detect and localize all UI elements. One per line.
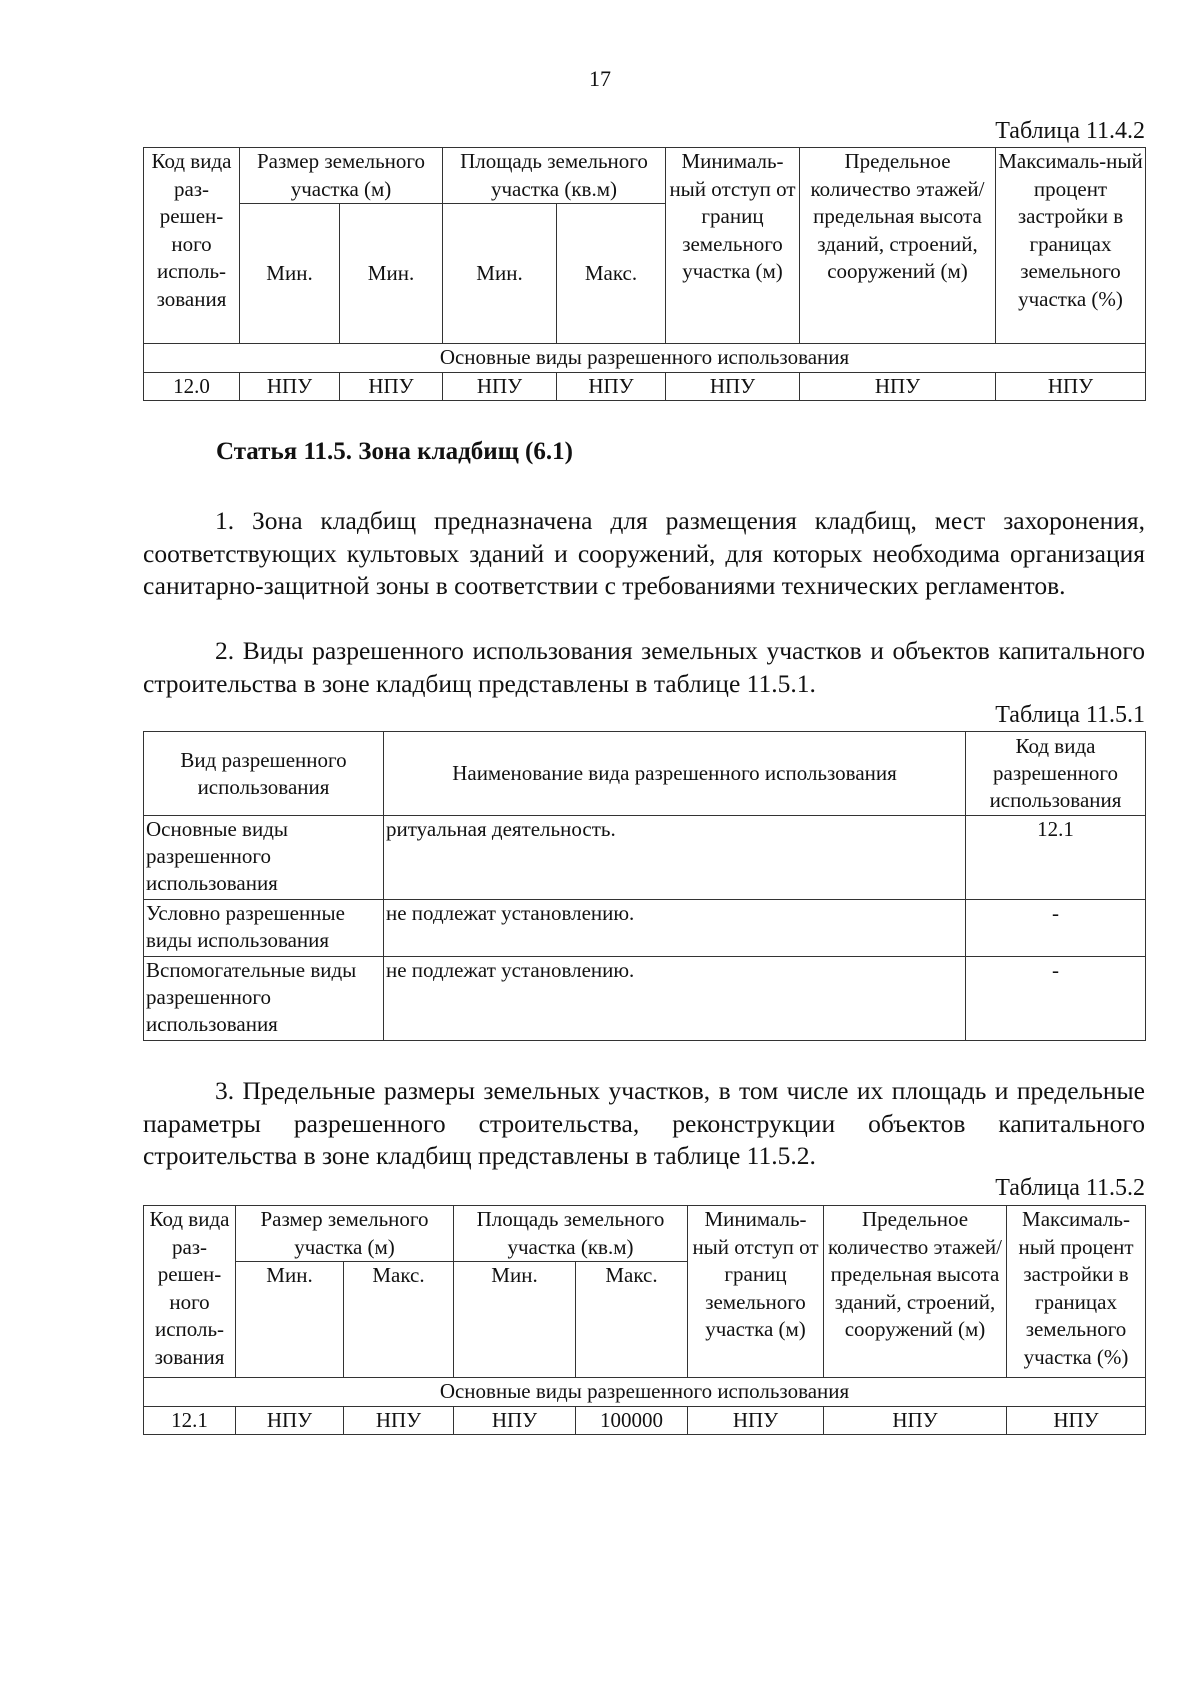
table-row — [144, 957, 1146, 1041]
cell-kind: Условно разрешенные виды использования — [144, 900, 384, 957]
header-min-setback: Минималь-ный отступ от границ земельного участка (м) — [688, 1206, 824, 1378]
cell-code: - — [966, 900, 1146, 957]
cell: НПУ — [236, 1406, 344, 1435]
header-max-coverage: Максималь-ный процент застройки в границах земельного участка (%) — [996, 148, 1146, 344]
cell-code: - — [966, 957, 1146, 1041]
cell-kind: Вспомогательные виды разрешенного использования — [144, 957, 384, 1041]
section-row: Основные виды разрешенного использования — [144, 1378, 1146, 1407]
cell: НПУ — [557, 372, 666, 401]
cell-name: не подлежат установлению. — [384, 900, 966, 957]
cell-name: ритуальная деятельность. — [384, 816, 966, 900]
table-11-5-2 — [143, 1205, 1146, 1435]
subheader: Мин. — [236, 1262, 344, 1378]
cell: НПУ — [1007, 1406, 1146, 1435]
cell: НПУ — [344, 1406, 454, 1435]
paragraph-3: 3. Предельные размеры земельных участков, в том числе их площадь и предельные параметры разрешенного строительства, реконструкции объектов капитального строительства в зоне кладбищ представлены в таблице 11.5.2. — [143, 1076, 1145, 1170]
paragraph-2: 2. Виды разрешенного использования земельных участков и объектов капитального строительства в зоне кладбищ представлены в таблице 11.5.1. — [143, 636, 1145, 698]
section-row: Основные виды разрешенного использования — [144, 344, 1146, 373]
article-heading: Статья 11.5. Зона кладбищ (6.1) — [216, 438, 573, 465]
header-plot-area: Площадь земельного участка (кв.м) — [443, 148, 666, 204]
subheader: Мин. — [340, 204, 443, 344]
cell: НПУ — [666, 372, 800, 401]
table-caption-11-5-2: Таблица 11.5.2 — [995, 1175, 1145, 1201]
subheader: Мин. — [443, 204, 557, 344]
header-min-setback: Минималь-ный отступ от границ земельного участка (м) — [666, 148, 800, 344]
header-name: Наименование вида разрешенного использования — [384, 732, 966, 816]
cell-code: 12.1 — [966, 816, 1146, 900]
header-code: Код вида раз-решен-ного исполь-зования — [144, 1206, 236, 1378]
header-code: Код вида раз-решен-ного исполь-зования — [144, 148, 240, 344]
table-row — [144, 900, 1146, 957]
header-max-floors: Предельное количество этажей/ предельная высота зданий, строений, сооружений (м) — [800, 148, 996, 344]
header-plot-area: Площадь земельного участка (кв.м) — [454, 1206, 688, 1262]
cell: 100000 — [576, 1406, 688, 1435]
header-plot-size: Размер земельного участка (м) — [236, 1206, 454, 1262]
cell: НПУ — [824, 1406, 1007, 1435]
subheader: Макс. — [557, 204, 666, 344]
header-code: Код вида разрешенного использования — [966, 732, 1146, 816]
cell-kind: Основные виды разрешенного использования — [144, 816, 384, 900]
cell: НПУ — [240, 372, 340, 401]
header-max-floors: Предельное количество этажей/ предельная высота зданий, строений, сооружений (м) — [824, 1206, 1007, 1378]
cell: НПУ — [443, 372, 557, 401]
cell: НПУ — [340, 372, 443, 401]
subheader: Мин. — [454, 1262, 576, 1378]
cell-name: не подлежат установлению. — [384, 957, 966, 1041]
header-max-coverage: Максималь-ный процент застройки в границах земельного участка (%) — [1007, 1206, 1146, 1378]
page-number: 17 — [589, 66, 611, 91]
cell: 12.0 — [144, 372, 240, 401]
subheader: Мин. — [240, 204, 340, 344]
table-11-4-2 — [143, 147, 1146, 401]
table-row — [144, 816, 1146, 900]
paragraph-1: 1. Зона кладбищ предназначена для размещения кладбищ, мест захоронения, соответствующих культовых зданий и сооружений, для которых необходима организация санитарно-защитной зоны в соответствии с требованиями технических регламентов. — [143, 506, 1145, 600]
header-kind: Вид разрешенного использования — [144, 732, 384, 816]
cell: НПУ — [454, 1406, 576, 1435]
cell: 12.1 — [144, 1406, 236, 1435]
subheader: Макс. — [344, 1262, 454, 1378]
cell: НПУ — [800, 372, 996, 401]
cell: НПУ — [996, 372, 1146, 401]
subheader: Макс. — [576, 1262, 688, 1378]
table-row — [144, 1406, 1146, 1435]
cell: НПУ — [688, 1406, 824, 1435]
header-plot-size: Размер земельного участка (м) — [240, 148, 443, 204]
table-caption-11-4-2: Таблица 11.4.2 — [995, 118, 1145, 144]
table-caption-11-5-1: Таблица 11.5.1 — [995, 702, 1145, 728]
table-row — [144, 372, 1146, 401]
table-11-5-1 — [143, 731, 1146, 1041]
